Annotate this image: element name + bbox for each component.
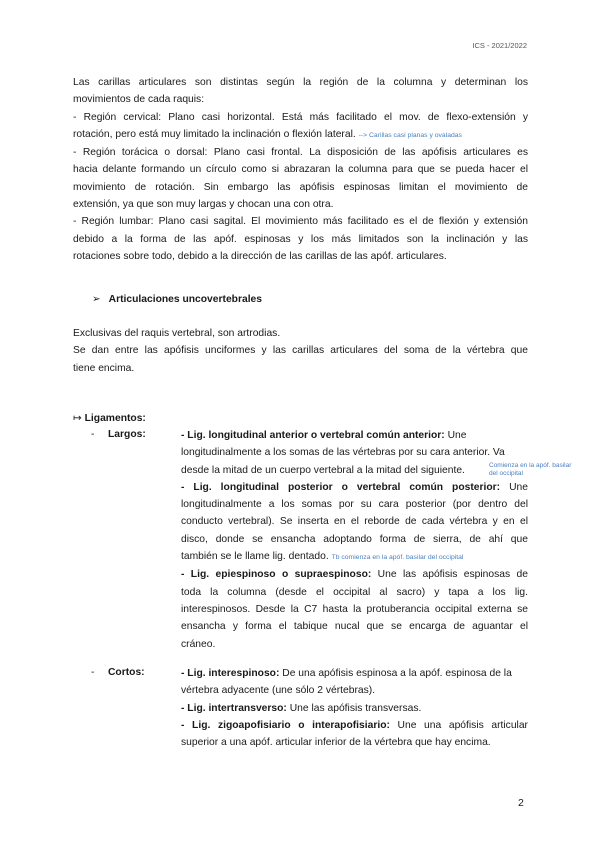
ligament-desc: Une xyxy=(500,481,528,493)
section-heading-uncovertebrales xyxy=(92,293,262,305)
section-title: Ligamentos: xyxy=(84,413,146,424)
text-line: Se dan entre las apófisis unciformes y las carillas articulares del soma de la vértebra que xyxy=(73,345,528,357)
text-line: disco, donde se ensancha adoptando forma de sierra, de ahí que xyxy=(181,533,528,545)
ligament-name: - Lig. intertransverso: xyxy=(181,702,287,714)
category-label-largos: Largos: xyxy=(108,429,146,440)
ligament-desc: Une una apófisis articular xyxy=(389,719,528,731)
text-line: - Región cervical: Plano casi horizontal. Está más facilitado el mov. de flexo-extensión y xyxy=(73,111,528,123)
text-line: vértebra adyacente (une sólo 2 vértebras). xyxy=(181,685,376,697)
text-line: debido a la forma de las apóf. espinosas y los más limitados son la inclinación y las xyxy=(73,233,528,245)
margin-note: Comienza en la apóf. basilar del occipital xyxy=(489,462,572,477)
list-item xyxy=(181,700,528,717)
arrow-bullet-icon: ➢ xyxy=(92,294,101,305)
text-line: hacia delante formando un círculo como si abrazaran la columna para que se pueda hacer el xyxy=(73,164,528,176)
ligament-name: - Lig. interespinoso: xyxy=(181,668,280,679)
list-item xyxy=(181,479,528,496)
ligament-name: - Lig. epiespinoso o supraespinoso: xyxy=(181,569,372,581)
category-label-cortos: Cortos: xyxy=(108,667,145,678)
section-title: Articulaciones uncovertebrales xyxy=(108,294,263,305)
list-item xyxy=(181,566,528,583)
ligament-desc: Une xyxy=(444,430,467,441)
text-line xyxy=(181,548,528,566)
list-dash: - xyxy=(91,667,95,678)
largos-list xyxy=(181,427,528,653)
text-line-content: rotación, pero está muy limitado la inclinación o flexión lateral. xyxy=(73,128,356,140)
ligament-name: - Lig. longitudinal anterior o vertebral común anterior: xyxy=(181,430,445,441)
page-header: ICS - 2021/2022 xyxy=(472,41,527,50)
text-line: interespinosos. Desde la C7 hasta la protuberancia occipital externa se xyxy=(181,603,528,615)
ligament-desc: Une las apófisis transversas. xyxy=(286,702,422,714)
list-item xyxy=(181,717,528,734)
text-line: extensión, ya que son muy largas y chocan una con otra. xyxy=(73,199,334,211)
text-line: Exclusivas del raquis vertebral, son artrodias. xyxy=(73,328,281,339)
list-item xyxy=(181,665,528,682)
text-line: movimientos de cada raquis: xyxy=(73,94,205,106)
text-line: cráneo. xyxy=(181,638,216,650)
text-line xyxy=(73,126,528,144)
ligament-desc: Une las apófisis espinosas de xyxy=(371,569,528,581)
ligamentos-heading xyxy=(73,412,146,424)
ligament-desc: De una apófisis espinosa a la apóf. espinosa de la xyxy=(279,668,512,679)
text-line: desde la mitad de un cuerpo vertebral a la mitad del siguiente. xyxy=(181,464,465,476)
list-item xyxy=(181,427,528,444)
ligament-name: - Lig. longitudinal posterior o vertebral común posterior: xyxy=(181,481,501,493)
text-line: Las carillas articulares son distintas según la región de la columna y determinan los xyxy=(73,77,528,88)
text-line: movimiento de rotación. Sin embargo las apófisis espinosas limitan el movimiento de xyxy=(73,181,528,193)
ligament-name: - Lig. zigoapofisiario o interapofisiario: xyxy=(181,719,390,731)
intro-paragraph xyxy=(73,74,528,265)
text-line: ensancha y forma el tabique nucal que se encarga de aguantar el xyxy=(181,621,528,633)
text-line: superior a una apóf. articular inferior de la vértebra que hay encima. xyxy=(181,737,491,749)
text-line: longitudinalmente a los somas de las vértebras por su cara anterior. Va xyxy=(181,447,505,459)
list-dash: - xyxy=(91,429,95,440)
text-line: conducto vertebral). Se inserta en el reborde de cada vértebra y en el xyxy=(181,516,528,528)
text-line: rotaciones sobre todo, debido a la dirección de las carillas de las apóf. articulares. xyxy=(73,250,447,262)
cortos-list xyxy=(181,665,528,751)
arrow-bullet-icon: ↦ xyxy=(73,413,82,424)
page-number: 2 xyxy=(518,797,524,809)
text-line: - Región torácica o dorsal: Plano casi frontal. La disposición de las apófisis articulares es xyxy=(73,147,528,159)
margin-note: Tb comienza en la apóf. basilar del occipital xyxy=(331,554,464,562)
text-line: longitudinalmente a los somas por su cara posterior (por dentro del xyxy=(181,499,528,511)
text-line: toda la columna (desde el occipital al sacro) y tapa a los lig. xyxy=(181,586,528,598)
text-line: tiene encima. xyxy=(73,362,135,374)
uncovertebral-paragraph xyxy=(73,325,528,377)
text-line: - Región lumbar: Plano casi sagital. El movimiento más facilitado es el de flexión y extensión xyxy=(73,216,528,228)
text-line-content: también se le llame lig. dentado. xyxy=(181,551,329,563)
margin-note: --> Carillas casi planas y ovaladas xyxy=(358,131,462,139)
